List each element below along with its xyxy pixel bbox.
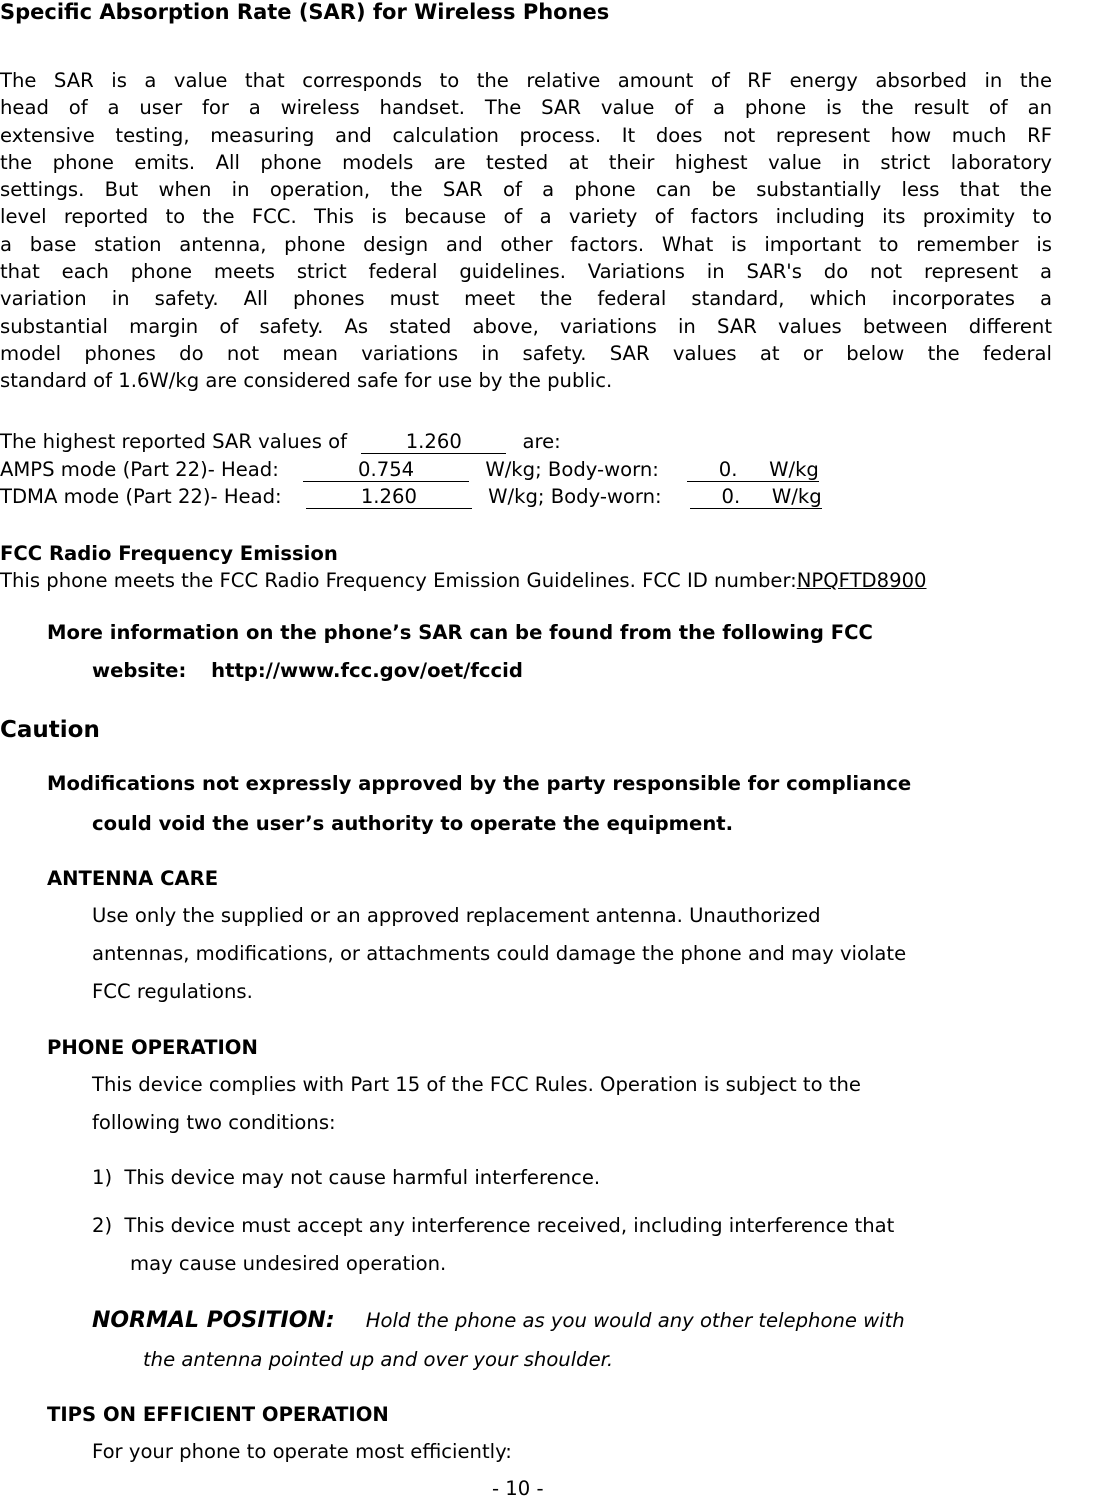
normal-position-text2: the antenna pointed up and over your shoulder. — [143, 1348, 614, 1371]
condition-continuation: may cause undesired operation. — [130, 1252, 447, 1275]
condition-text: This device may not cause harmful interference. — [124, 1166, 601, 1189]
paragraph-line: The SAR is a value that corresponds to the relative amount of RF energy absorbed in the — [0, 69, 1052, 92]
normal-position-row — [92, 1308, 905, 1333]
tdma-head-value: 1.260 — [306, 486, 472, 509]
paragraph-line: model phones do not mean variations in safety. SAR values at or below the federal — [0, 341, 1052, 365]
antenna-care-line: FCC regulations. — [92, 980, 253, 1003]
tdma-body-value: 0. — [690, 486, 772, 509]
sar-intro-suffix: are: — [522, 430, 561, 453]
paragraph-line: level reported to the FCC. This is because of a variety of factors including its proximity to — [0, 205, 1052, 229]
paragraph-line: standard of 1.6W/kg are considered safe for use by the public. — [0, 369, 613, 393]
condition-item — [92, 1166, 600, 1189]
antenna-care-line: antennas, modifications, or attachments could damage the phone and may violate — [92, 942, 907, 965]
tdma-mid: W/kg; Body-worn: — [488, 485, 662, 508]
normal-position-text: Hold the phone as you would any other telephone with — [365, 1309, 905, 1332]
paragraph-line: a base station antenna, phone design and other factors. What is important to remember is — [0, 232, 1052, 256]
paragraph-line: settings. But when in operation, the SAR of a phone can be substantially less that the — [0, 178, 1052, 202]
page-title: Specific Absorption Rate (SAR) for Wireless Phones — [0, 0, 610, 24]
page-number: - 10 - — [492, 1477, 544, 1500]
phone-operation-line: following two conditions: — [92, 1111, 336, 1134]
sar-highest-row — [0, 430, 561, 454]
paragraph-line: extensive testing, measuring and calculation process. It does not represent how much RF — [0, 123, 1052, 147]
tips-text: For your phone to operate most efficiently: — [92, 1440, 512, 1463]
fcc-url-link[interactable]: http://www.fcc.gov/oet/fccid — [211, 659, 523, 682]
sar-highest-value: 1.260 — [361, 431, 506, 454]
caution-line1: Modifications not expressly approved by the party responsible for compliance — [47, 772, 912, 795]
antenna-care-line: Use only the supplied or an approved replacement antenna. Unauthorized — [92, 904, 821, 927]
fcc-website-label-text: website: — [92, 659, 187, 682]
amps-unit: W/kg — [769, 458, 819, 481]
fcc-text: This phone meets the FCC Radio Frequency Emission Guidelines. FCC ID number: — [0, 569, 797, 592]
fcc-id: NPQFTD8900 — [796, 569, 927, 592]
tdma-label: TDMA mode (Part 22)- Head: — [0, 485, 282, 508]
condition-item — [92, 1214, 894, 1237]
amps-mid: W/kg; Body-worn: — [485, 458, 659, 481]
caution-line2: could void the user’s authority to operate the equipment. — [92, 812, 734, 835]
sar-paragraph — [0, 67, 1052, 395]
normal-position-label: NORMAL POSITION: — [92, 1308, 335, 1333]
tdma-unit: W/kg — [771, 485, 822, 508]
condition-number: 1) — [92, 1166, 113, 1189]
antenna-care-heading: ANTENNA CARE — [47, 867, 219, 890]
sar-intro-prefix: The highest reported SAR values of — [0, 430, 348, 453]
amps-label: AMPS mode (Part 22)- Head: — [0, 458, 279, 481]
fcc-more-info-line2 — [92, 659, 523, 682]
amps-head-value: 0.754 — [303, 459, 469, 482]
amps-body-value: 0. — [687, 459, 769, 482]
fcc-more-info-line1: More information on the phone’s SAR can be found from the following FCC — [47, 621, 873, 644]
phone-operation-line: This device complies with Part 15 of the FCC Rules. Operation is subject to the — [92, 1073, 861, 1096]
paragraph-line: substantial margin of safety. As stated above, variations in SAR values between different — [0, 314, 1052, 338]
sar-tdma-row — [0, 485, 822, 509]
paragraph-line: that each phone meets strict federal guidelines. Variations in SAR's do not represent a — [0, 260, 1052, 284]
condition-text: This device must accept any interference received, including interference that — [124, 1214, 895, 1237]
phone-operation-heading: PHONE OPERATION — [47, 1036, 258, 1059]
paragraph-line: head of a user for a wireless handset. The SAR value of a phone is the result of an — [0, 96, 1052, 120]
paragraph-line: variation in safety. All phones must meet the federal standard, which incorporates a — [0, 287, 1052, 311]
caution-heading: Caution — [0, 717, 100, 743]
condition-number: 2) — [92, 1214, 113, 1237]
fcc-text-row — [0, 569, 927, 592]
sar-amps-row — [0, 458, 819, 482]
tips-heading: TIPS ON EFFICIENT OPERATION — [47, 1403, 389, 1426]
paragraph-line: the phone emits. All phone models are tested at their highest value in strict laboratory — [0, 150, 1052, 174]
fcc-heading: FCC Radio Frequency Emission — [0, 542, 338, 565]
